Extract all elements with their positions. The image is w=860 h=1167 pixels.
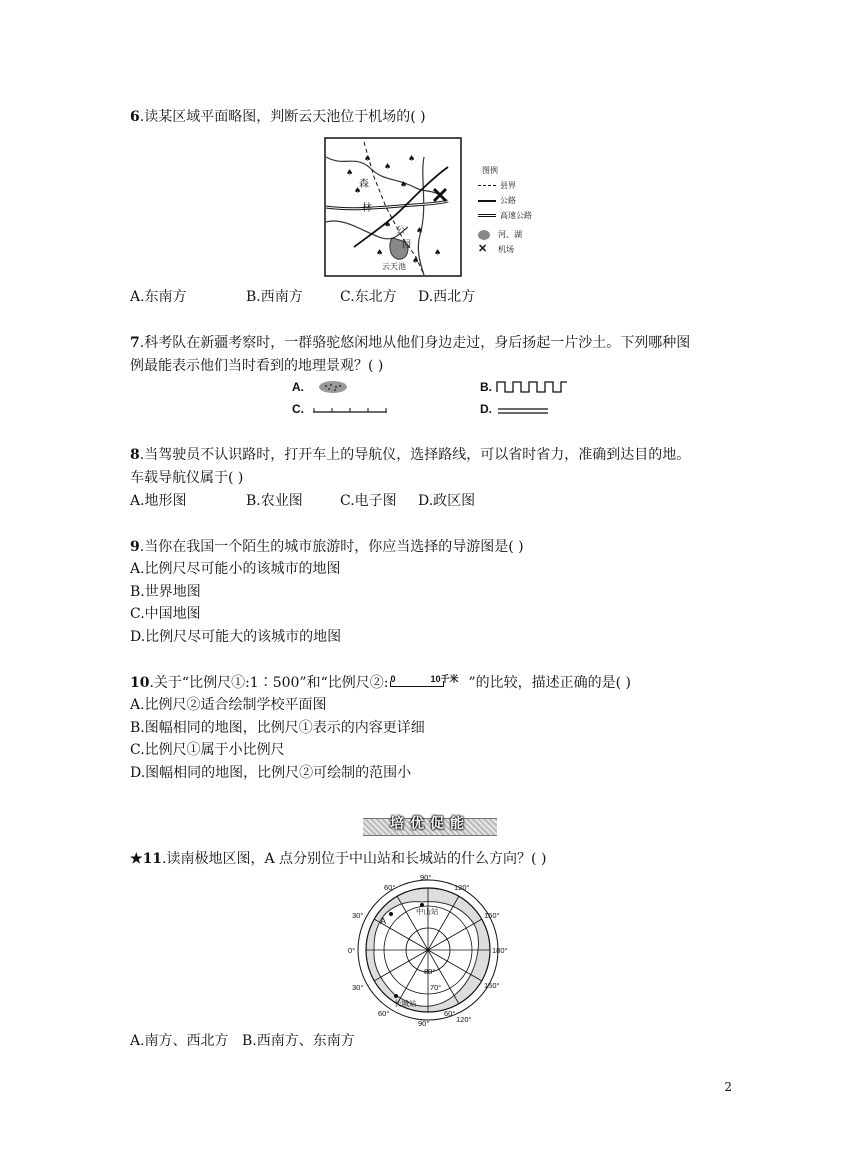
scale-bar	[390, 681, 444, 687]
q8-options	[130, 491, 475, 511]
svg-text:♠: ♠	[346, 168, 354, 177]
railway-symbol-icon	[312, 406, 388, 416]
q10-option-d[interactable]: D.图幅相同的地图，比例尺②可绘制的范围小	[130, 765, 412, 781]
station-zhongshan: 中山站	[416, 907, 439, 916]
deg-150-r: 150°	[484, 911, 500, 920]
station-changcheng: 长城站	[394, 999, 417, 1008]
q6-question	[130, 107, 426, 127]
svg-text:♠: ♠	[412, 256, 420, 265]
scale-ten-label: 10千米	[430, 674, 459, 684]
svg-text:♠: ♠	[354, 186, 362, 195]
q11-option-b[interactable]: B.西南方、东南方	[242, 1033, 355, 1049]
deg-60-bl: 60°	[378, 1009, 390, 1018]
q10-text-before: .关于“比例尺①:1∶500”和“比例尺②:	[149, 675, 389, 691]
q6-option-d[interactable]: D.西北方	[418, 289, 476, 305]
q6-options	[130, 287, 475, 307]
q7-label-a[interactable]: A.	[292, 380, 304, 394]
map-label-lin: 林	[362, 203, 372, 214]
q10-option-c[interactable]: C.比例尺①属于小比例尺	[130, 742, 285, 758]
q6-option-b[interactable]: B.西南方	[246, 289, 303, 305]
svg-text:♠: ♠	[408, 154, 416, 163]
q11-text: .读南极地区图，A 点分别位于中山站和长城站的什么方向？( )	[162, 851, 547, 867]
legend-county-line: 县界	[478, 178, 548, 193]
q8-option-b[interactable]: B.农业图	[246, 493, 303, 509]
q7-label-b[interactable]: B.	[480, 380, 492, 394]
q11-star: ★	[130, 851, 143, 867]
svg-text:♠: ♠	[376, 248, 384, 257]
q11-question	[130, 849, 546, 869]
lat-70: 70°	[430, 983, 442, 992]
legend-highway: 高速公路	[478, 208, 548, 223]
q11-option-a[interactable]: A.南方、西北方	[130, 1033, 229, 1049]
q7-label-d[interactable]: D.	[480, 402, 492, 416]
svg-text:♠: ♠	[384, 220, 392, 229]
svg-text:♠: ♠	[400, 180, 408, 189]
desert-symbol-icon	[318, 380, 348, 394]
q9-question	[130, 537, 524, 557]
q6-option-a[interactable]: A.东南方	[130, 289, 187, 305]
page-number: 2	[724, 1080, 732, 1094]
svg-text:♠: ♠	[364, 154, 372, 163]
deg-30-l: 30°	[352, 911, 364, 920]
map-label-sen: 森	[359, 179, 369, 190]
q7-label-c[interactable]: C.	[292, 402, 304, 416]
deg-90-bottom: 90°	[418, 1019, 430, 1028]
q6-legend	[478, 163, 548, 257]
q6-map-figure	[324, 137, 462, 277]
svg-text:♠: ♠	[434, 248, 442, 257]
q8-option-d[interactable]: D.政区图	[418, 493, 476, 509]
boundary-symbol-icon	[496, 380, 568, 394]
deg-90-top: 90°	[420, 873, 432, 882]
banner-text: 培优促能	[390, 816, 470, 832]
q8-question-line2: 车载导航仪属于( )	[130, 470, 244, 486]
q7-question-line2: 例最能表示他们当时看到的地理景观？( )	[130, 358, 384, 374]
deg-120-tr: 120°	[454, 883, 470, 892]
section-banner	[363, 812, 497, 840]
q7-number: 7	[130, 335, 140, 351]
q7-symbol-options	[292, 378, 592, 422]
airport-icon: ✕	[478, 243, 488, 255]
q8-text-line1: .当驾驶员不认识路时，打开车上的导航仪，选择路线，可以省时省力，准确到达目的地。	[139, 447, 691, 463]
deg-0: 0°	[348, 946, 356, 955]
q10-line-scale	[388, 673, 468, 693]
lat-80: 80°	[424, 967, 436, 976]
q9-number: 9	[130, 539, 140, 555]
q10-option-a[interactable]: A.比例尺②适合绘制学校平面图	[130, 697, 327, 713]
deg-60-br: 60°	[444, 1009, 456, 1018]
q10-text-after: ”的比较，描述正确的是( )	[468, 675, 631, 691]
map-label-yuan: 园	[402, 239, 412, 249]
q10-question	[130, 673, 631, 693]
q6-text: .读某区域平面略图，判断云天池位于机场的( )	[139, 109, 426, 125]
legend-title: 图例	[482, 166, 498, 175]
legend-airport: ✕ 机场	[478, 243, 514, 255]
deg-150-br: 150°	[484, 981, 500, 990]
q11-options	[130, 1031, 355, 1051]
q10-number: 10	[130, 675, 150, 691]
deg-60-tl: 60°	[384, 883, 396, 892]
q9-option-a[interactable]: A.比例尺尽可能小的该城市的地图	[130, 561, 341, 577]
q9-text: .当你在我国一个陌生的城市旅游时，你应当选择的导游图是( )	[139, 539, 524, 555]
q11-antarctic-map	[344, 872, 512, 1028]
svg-text:♠: ♠	[416, 226, 424, 235]
map-label-yuntianchi: 云天池	[382, 262, 406, 271]
map-label-gong: 公	[396, 225, 406, 235]
point-a: A	[380, 916, 387, 926]
q10-option-b[interactable]: B.图幅相同的地图，比例尺①表示的内容更详细	[130, 720, 425, 736]
deg-30-bl: 30°	[352, 983, 364, 992]
legend-river-lake: 河、湖	[478, 227, 548, 242]
q7-question-line1	[130, 333, 690, 353]
q6-option-c[interactable]: C.东北方	[340, 289, 397, 305]
q6-number: 6	[130, 109, 140, 125]
q8-number: 8	[130, 447, 140, 463]
q8-option-c[interactable]: C.电子图	[340, 493, 397, 509]
legend-road: 公路	[478, 193, 548, 208]
highway-symbol-icon	[498, 406, 548, 416]
q8-question-line1	[130, 445, 690, 465]
q9-option-d[interactable]: D.比例尺尽可能大的该城市的地图	[130, 629, 342, 645]
q11-number: 11	[142, 851, 163, 867]
q8-option-a[interactable]: A.地形图	[130, 493, 187, 509]
q9-option-b[interactable]: B.世界地图	[130, 584, 201, 600]
scale-zero-label: 0	[390, 674, 396, 684]
q9-option-c[interactable]: C.中国地图	[130, 606, 201, 622]
q7-text-line1: .科考队在新疆考察时，一群骆驼悠闲地从他们身边走过，身后扬起一片沙土。下列哪种图	[139, 335, 691, 351]
deg-120-br: 120°	[456, 1015, 472, 1024]
deg-180: 180°	[492, 946, 508, 955]
svg-text:♠: ♠	[384, 162, 392, 171]
